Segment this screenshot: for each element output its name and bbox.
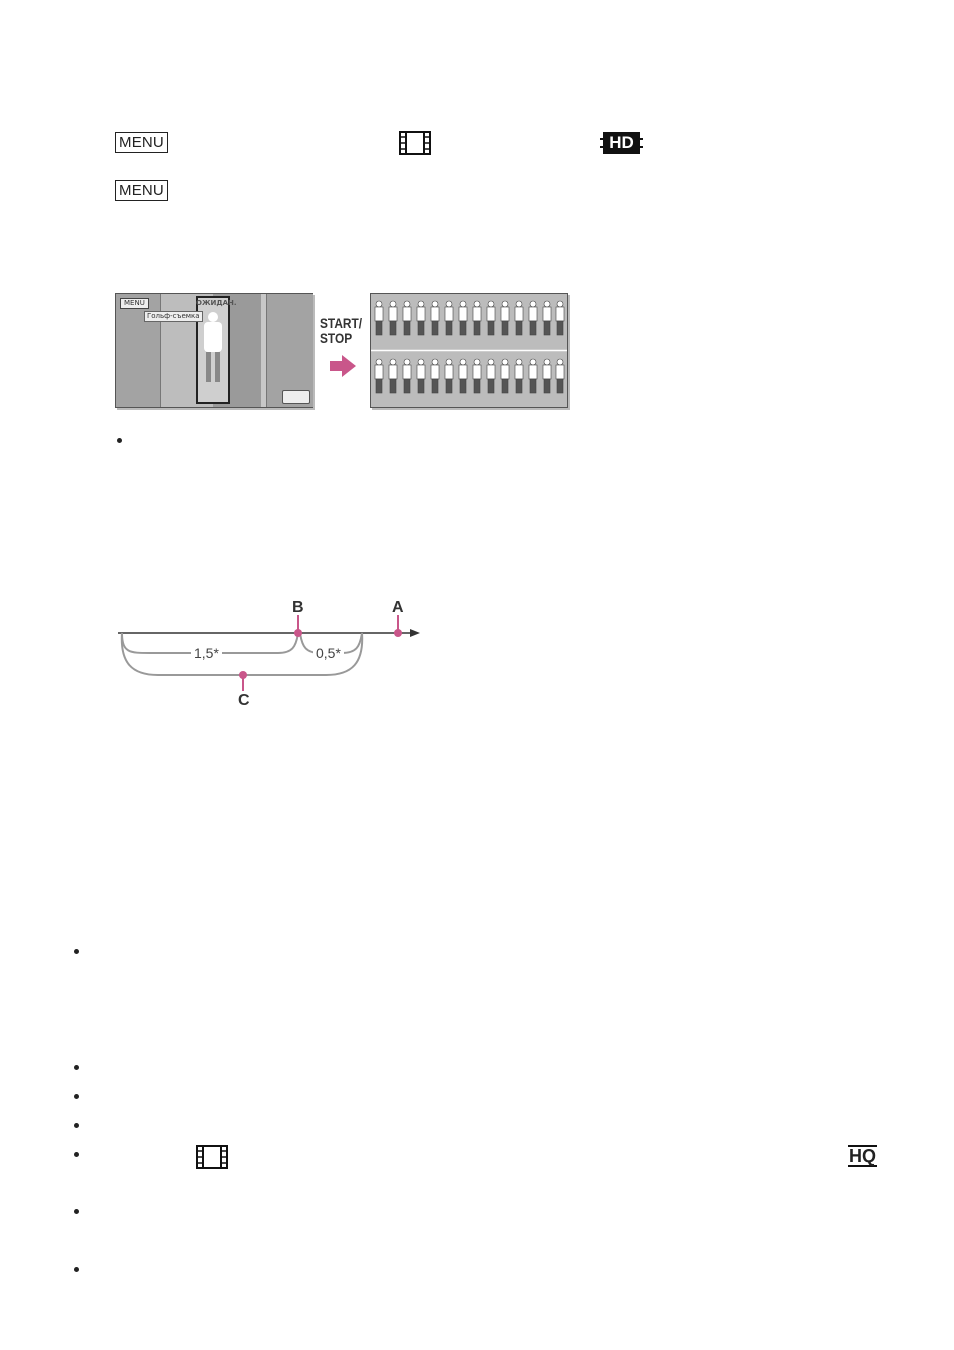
point-c-label: C (238, 692, 250, 709)
hq-quality-icon: HQ (849, 1146, 876, 1166)
lcd-mode-label: Гольф-съемка (144, 311, 203, 322)
note-bullet-4 (74, 1123, 79, 1128)
menu-icon-step2: MENU (115, 180, 168, 201)
note-bullet-6 (74, 1209, 79, 1214)
menu-icon: MENU (115, 132, 168, 153)
interval-before-label: 1,5* (191, 645, 222, 661)
lcd-menu-button: MENU (120, 298, 149, 309)
timing-diagram (110, 595, 430, 710)
point-a-label: A (392, 599, 404, 616)
interval-after-label: 0,5* (313, 645, 344, 661)
note-bullet-1 (74, 949, 79, 954)
bullet (117, 438, 122, 443)
note-bullet-2 (74, 1065, 79, 1070)
note-bullet-5 (74, 1152, 79, 1157)
start-stop-label: START/ STOP (320, 315, 363, 346)
hd-quality-icon: HD (600, 132, 643, 154)
lcd-icon-button (282, 390, 310, 404)
film-strip-icon (399, 131, 431, 155)
lcd-screen-illustration (115, 293, 313, 408)
arrow-right-icon (330, 355, 356, 377)
note-bullet-3 (74, 1094, 79, 1099)
golf-shot-sequence-illustration (370, 293, 568, 408)
note-bullet-7 (74, 1267, 79, 1272)
point-b-label: B (292, 599, 304, 616)
lcd-wait-label: ОЖИДАН. (196, 299, 237, 307)
film-strip-icon-note (196, 1145, 228, 1169)
